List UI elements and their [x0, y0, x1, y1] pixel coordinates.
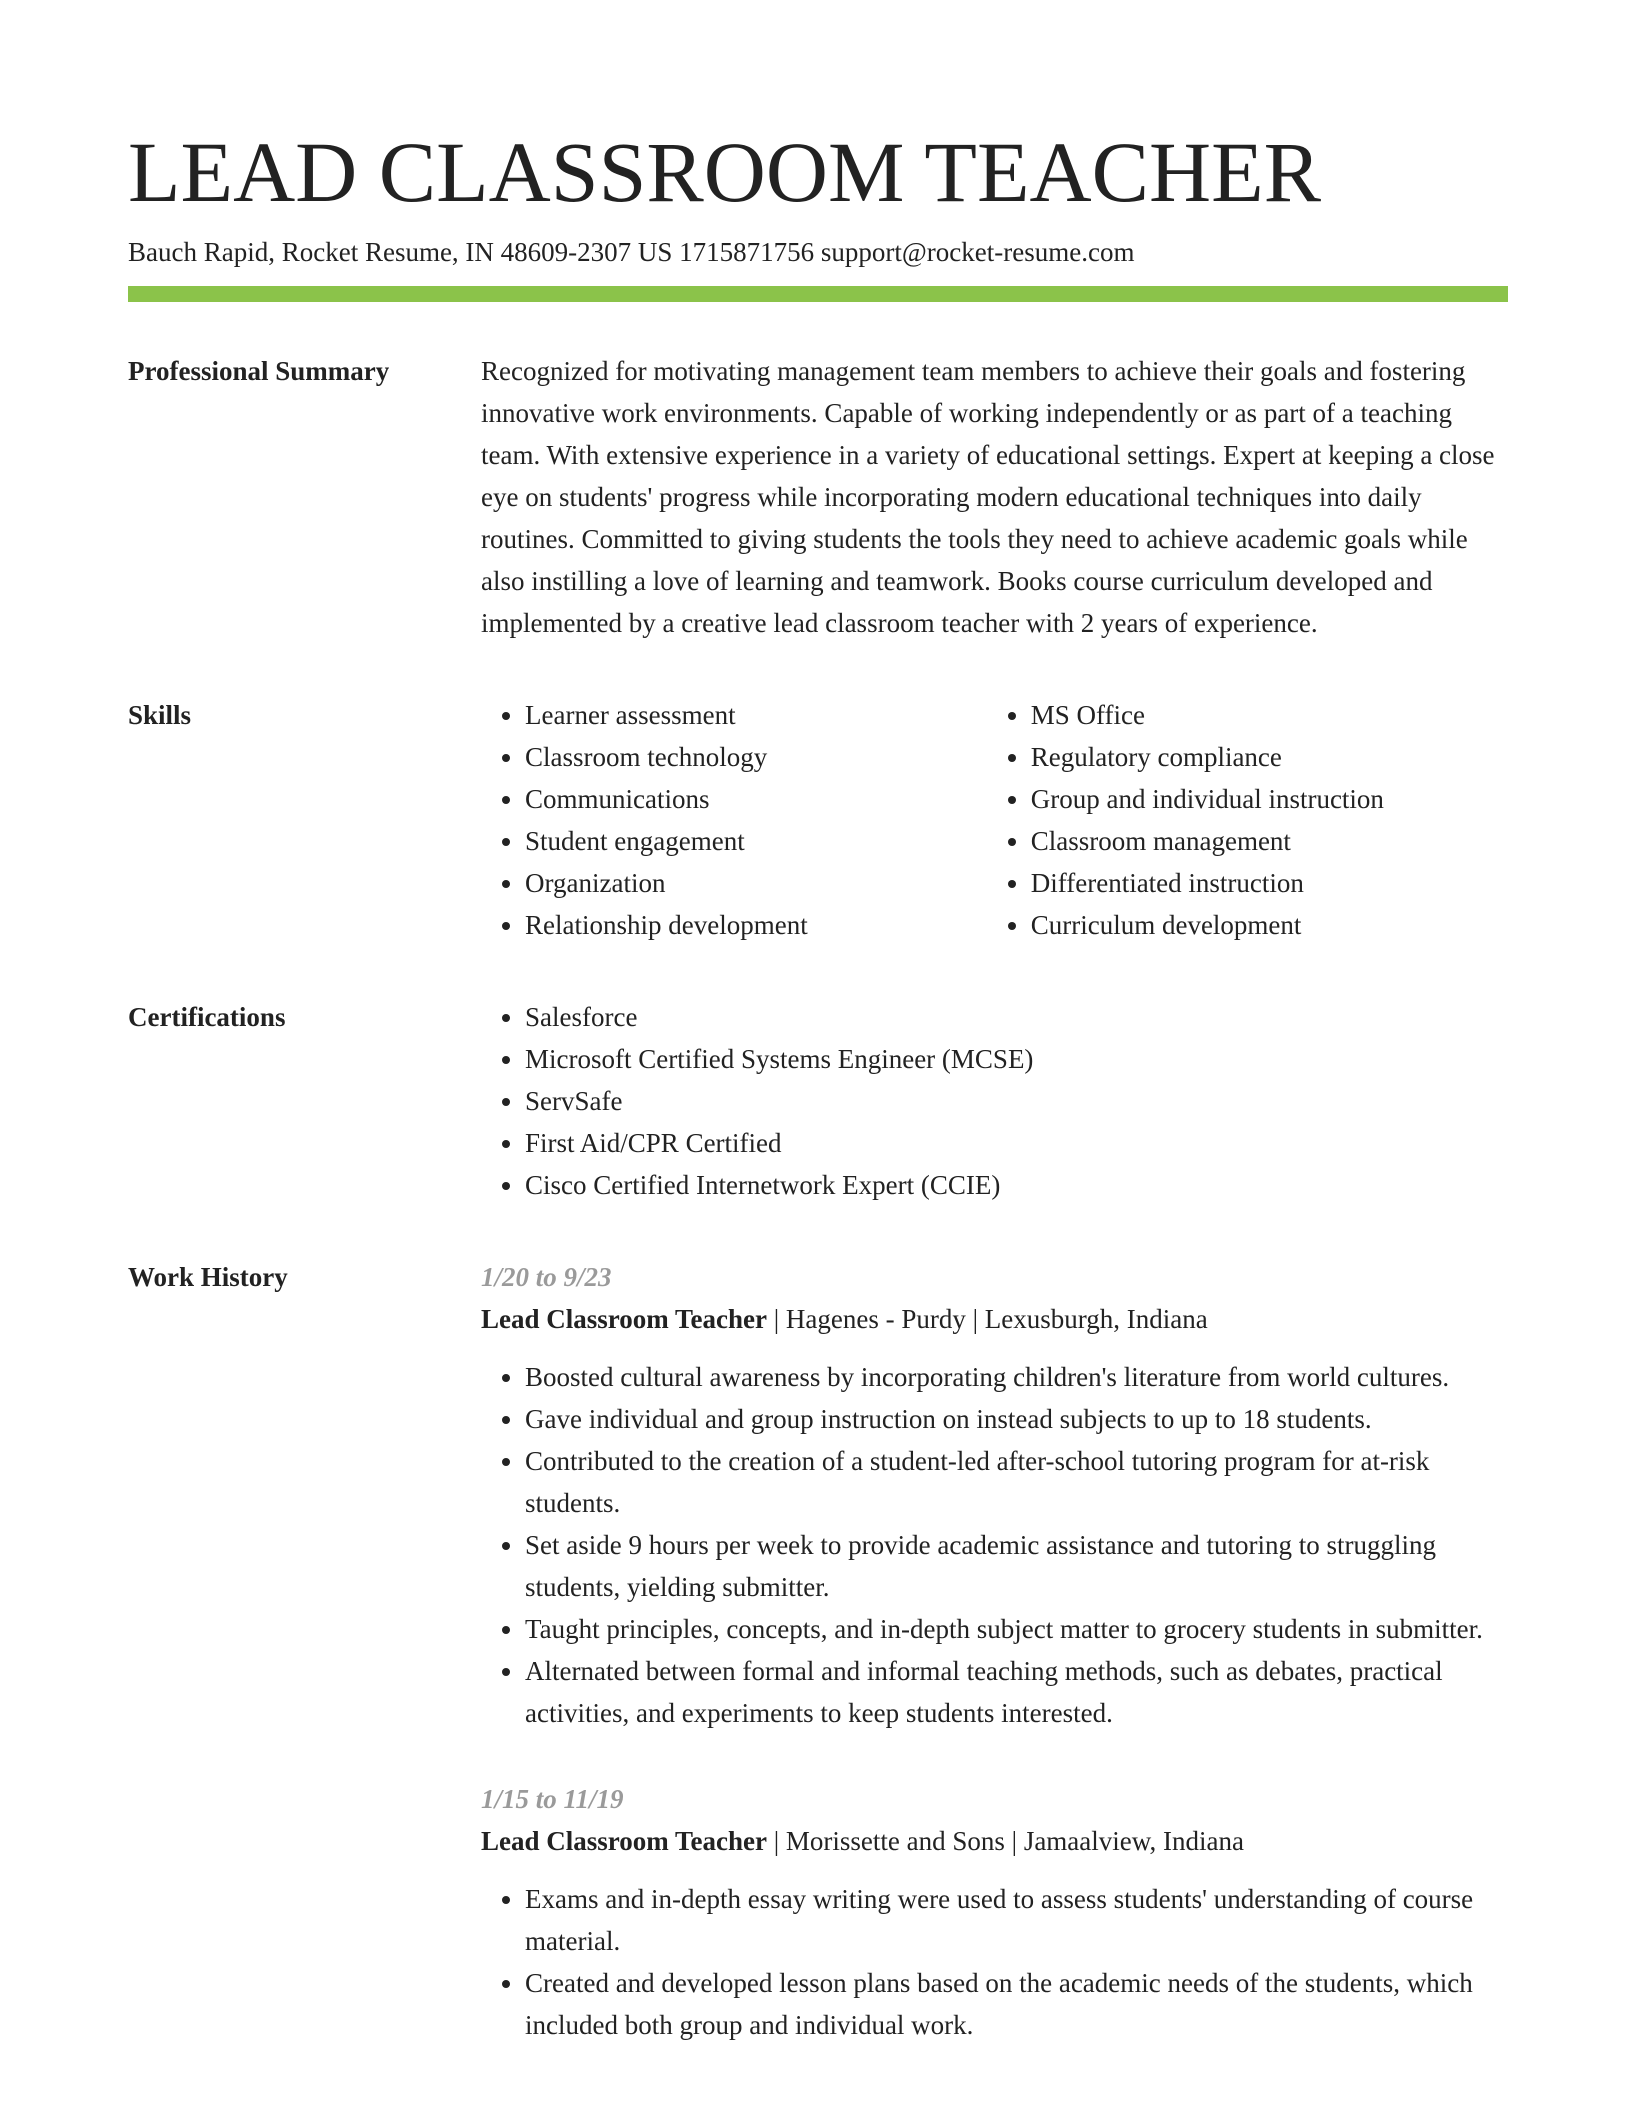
work-history-section: [128, 1256, 1508, 2046]
certification-item: • Cisco Certified Internetwork Expert (CCIE): [525, 1164, 1508, 1206]
skill-item: • Group and individual instruction: [1031, 778, 1508, 820]
job-bullet-list: [481, 1878, 1508, 2046]
certification-item: • Salesforce: [525, 996, 1508, 1038]
skill-item: • Student engagement: [525, 820, 987, 862]
skills-section: [128, 694, 1508, 946]
job-dates: 1/20 to 9/23: [481, 1262, 612, 1292]
skill-item: • Curriculum development: [1031, 904, 1508, 946]
certification-item: • First Aid/CPR Certified: [525, 1122, 1508, 1164]
job-bullet: • Boosted cultural awareness by incorporating children's literature from world cultures.: [525, 1356, 1508, 1398]
skill-item: • Learner assessment: [525, 694, 987, 736]
work-history-label: Work History: [128, 1262, 288, 1292]
skill-item: • MS Office: [1031, 694, 1508, 736]
job-employer-location: | Morissette and Sons | Jamaalview, Indiana: [767, 1826, 1244, 1856]
skill-item: • Communications: [525, 778, 987, 820]
job-dates: 1/15 to 11/19: [481, 1784, 624, 1814]
certification-item: • Microsoft Certified Systems Engineer (MCSE): [525, 1038, 1508, 1080]
job-heading: [481, 1820, 1508, 1862]
job-heading: [481, 1298, 1508, 1340]
job-bullet: • Alternated between formal and informal teaching methods, such as debates, practical activities, and experiments to keep students interested.: [525, 1650, 1508, 1734]
certifications-list: [481, 996, 1508, 1206]
job-entry: [481, 1256, 1508, 1734]
skills-label: Skills: [128, 700, 192, 730]
job-entry: [481, 1778, 1508, 2046]
resume-page: [128, 122, 1508, 2046]
job-bullet-list: [481, 1356, 1508, 1734]
skill-item: • Regulatory compliance: [1031, 736, 1508, 778]
job-bullet: • Gave individual and group instruction on instead subjects to up to 18 students.: [525, 1398, 1508, 1440]
job-title: Lead Classroom Teacher: [481, 1304, 768, 1334]
summary-label: Professional Summary: [128, 356, 390, 386]
job-title: Lead Classroom Teacher: [481, 1826, 768, 1856]
resume-title: LEAD CLASSROOM TEACHER: [128, 124, 1321, 220]
job-bullet: • Taught principles, concepts, and in-depth subject matter to grocery students in submitter.: [525, 1608, 1508, 1650]
skill-item: • Classroom management: [1031, 820, 1508, 862]
certification-item: • ServSafe: [525, 1080, 1508, 1122]
skill-item: • Differentiated instruction: [1031, 862, 1508, 904]
certifications-section: [128, 996, 1508, 1206]
skills-list-left: [481, 694, 987, 946]
skill-item: • Classroom technology: [525, 736, 987, 778]
summary-section: [128, 350, 1508, 644]
certifications-label: Certifications: [128, 1002, 286, 1032]
contact-line: Bauch Rapid, Rocket Resume, IN 48609-2307 US 1715871756 support@rocket-resume.com: [128, 237, 1135, 267]
skills-list-right: [987, 694, 1508, 946]
summary-text: Recognized for motivating management team members to achieve their goals and fostering innovative work environments. Capable of working independently or as part of a teaching team. With extensive experience in a variety of educational settings. Expert at keeping a close eye on students' progress while incorporating modern educational techniques into daily routines. Committed to giving students the tools they need to achieve academic goals while also instilling a love of learning and teamwork. Books course curriculum developed and implemented by a creative lead classroom teacher with 2 years of experience.: [481, 356, 1495, 638]
job-bullet: • Contributed to the creation of a student-led after-school tutoring program for at-risk students.: [525, 1440, 1508, 1524]
job-bullet: • Set aside 9 hours per week to provide academic assistance and tutoring to struggling students, yielding submitter.: [525, 1524, 1508, 1608]
job-bullet: • Exams and in-depth essay writing were used to assess students' understanding of course material.: [525, 1878, 1508, 1962]
accent-divider: [128, 286, 1508, 302]
job-employer-location: | Hagenes - Purdy | Lexusburgh, Indiana: [767, 1304, 1208, 1334]
job-bullet: • Created and developed lesson plans based on the academic needs of the students, which included both group and individual work.: [525, 1962, 1508, 2046]
skill-item: • Organization: [525, 862, 987, 904]
skill-item: • Relationship development: [525, 904, 987, 946]
